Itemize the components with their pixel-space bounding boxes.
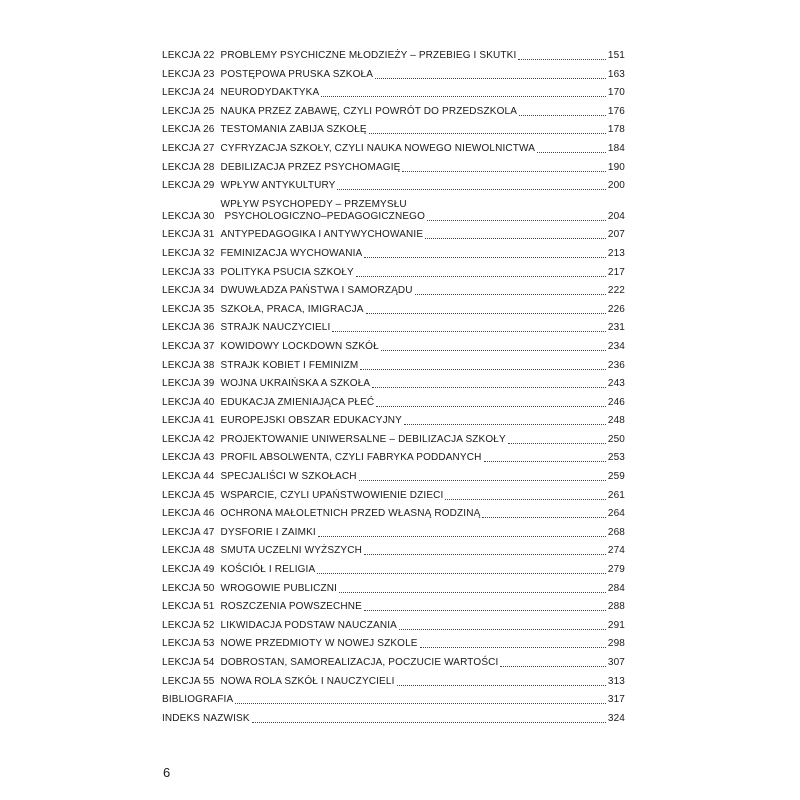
dot-leader — [399, 629, 606, 630]
dot-leader — [397, 685, 606, 686]
toc-page-number: 307 — [607, 657, 625, 668]
toc-page-number: 184 — [607, 142, 625, 154]
toc-entry — [162, 162, 625, 174]
toc-entry — [162, 545, 625, 557]
toc-title: EUROPEJSKI OBSZAR EDUKACYJNY — [220, 415, 402, 427]
table-of-contents — [162, 50, 625, 731]
dot-leader — [318, 536, 606, 537]
toc-title: STRAJK NAUCZYCIELI — [220, 322, 331, 334]
toc-title: NOWA ROLA SZKÓŁ I NAUCZYCIELI — [220, 675, 395, 687]
toc-title: PROFIL ABSOLWENTA, CZYLI FABRYKA PODDANYCH — [220, 452, 482, 464]
toc-title: FEMINIZACJA WYCHOWANIA — [220, 247, 363, 259]
toc-entry — [162, 415, 625, 427]
toc-title: NEURODYDAKTYKA — [220, 87, 320, 99]
toc-entry — [162, 694, 625, 706]
toc-lesson-label: LEKCJA 51 — [162, 601, 215, 613]
toc-lesson-label: LEKCJA 41 — [162, 415, 215, 427]
toc-entry — [162, 397, 625, 409]
toc-entry — [162, 248, 625, 260]
dot-leader — [508, 443, 606, 444]
toc-title: STRAJK KOBIET I FEMINIZM — [220, 359, 359, 371]
toc-page-number: 163 — [607, 68, 625, 80]
toc-lesson-label: LEKCJA 30 — [162, 210, 215, 222]
toc-lesson-label: LEKCJA 36 — [162, 322, 215, 334]
toc-entry — [162, 583, 625, 595]
toc-lesson-label: LEKCJA 50 — [162, 582, 215, 594]
dot-leader — [402, 171, 605, 172]
toc-lesson-label: LEKCJA 32 — [162, 247, 215, 259]
dot-leader — [381, 350, 606, 351]
toc-page-number: 264 — [607, 508, 625, 520]
dot-leader — [427, 220, 606, 221]
toc-lesson-label: LEKCJA 24 — [162, 87, 215, 99]
toc-lesson-label: LEKCJA 43 — [162, 452, 215, 464]
toc-title: DYSFORIE I ZAIMKI — [220, 526, 316, 538]
dot-leader — [359, 480, 606, 481]
dot-leader — [366, 313, 606, 314]
toc-lesson-label: LEKCJA 52 — [162, 619, 215, 631]
toc-title: BIBLIOGRAFIA — [162, 694, 234, 706]
toc-page-number: 231 — [607, 322, 625, 334]
toc-page-number: 170 — [607, 87, 625, 99]
toc-entry — [162, 360, 625, 372]
toc-entry — [162, 620, 625, 632]
toc-lesson-label: LEKCJA 27 — [162, 142, 215, 154]
toc-title: SZKOŁA, PRACA, IMIGRACJA — [220, 303, 364, 315]
dot-leader — [321, 96, 606, 97]
toc-page-number: 279 — [607, 564, 625, 576]
toc-lesson-label: LEKCJA 33 — [162, 266, 215, 278]
dot-leader — [369, 133, 606, 134]
toc-title: WROGOWIE PUBLICZNI — [220, 582, 338, 594]
toc-title: WOJNA UKRAIŃSKA A SZKOŁA — [220, 378, 371, 390]
toc-title: WPŁYW PSYCHOPEDY – PRZEMYSŁU — [220, 198, 407, 210]
toc-title: WSPARCIE, CZYLI UPAŃSTWOWIENIE DZIECI — [220, 489, 444, 501]
toc-lesson-label: LEKCJA 54 — [162, 657, 215, 668]
dot-leader — [519, 115, 606, 116]
toc-entry — [162, 490, 625, 502]
dot-leader — [337, 189, 605, 190]
toc-entry — [162, 267, 625, 279]
toc-lesson-label: LEKCJA 28 — [162, 161, 215, 173]
dot-leader — [484, 461, 606, 462]
toc-title: POLITYKA PSUCIA SZKOŁY — [220, 266, 354, 278]
toc-page-number: 298 — [607, 638, 625, 650]
toc-lesson-label: LEKCJA 42 — [162, 433, 215, 445]
dot-leader — [537, 152, 606, 153]
toc-lesson-label: LEKCJA 22 — [162, 50, 215, 61]
toc-entry — [162, 285, 625, 297]
toc-title: SPECJALIŚCI W SZKOŁACH — [220, 471, 357, 483]
toc-lesson-label: LEKCJA 39 — [162, 378, 215, 390]
toc-lesson-label: LEKCJA 31 — [162, 229, 215, 241]
toc-page-number: 226 — [607, 303, 625, 315]
toc-lesson-label: LEKCJA 55 — [162, 675, 215, 687]
toc-lesson-label: LEKCJA 26 — [162, 124, 215, 136]
toc-page-number: 207 — [607, 229, 625, 241]
toc-page-number: 248 — [607, 415, 625, 427]
toc-title: LIKWIDACJA PODSTAW NAUCZANIA — [220, 619, 397, 631]
toc-title: POSTĘPOWA PRUSKA SZKOŁA — [220, 68, 374, 80]
toc-page-number: 268 — [607, 526, 625, 538]
dot-leader — [482, 517, 605, 518]
toc-entry — [162, 713, 625, 725]
toc-page-number: 246 — [607, 396, 625, 408]
dot-leader — [356, 276, 606, 277]
toc-entry — [162, 69, 625, 81]
toc-entry — [162, 508, 625, 520]
toc-title: NAUKA PRZEZ ZABAWĘ, CZYLI POWRÓT DO PRZEDSZKOLA — [220, 105, 518, 117]
toc-entry — [162, 601, 625, 613]
toc-entry — [162, 199, 625, 223]
toc-entry — [162, 87, 625, 99]
toc-page-number: 274 — [607, 545, 625, 557]
toc-title: CYFRYZACJA SZKOŁY, CZYLI NAUKA NOWEGO NIEWOLNICTWA — [220, 142, 536, 154]
toc-page-number: 288 — [607, 601, 625, 613]
toc-title: KOWIDOWY LOCKDOWN SZKÓŁ — [220, 340, 379, 352]
toc-lesson-label: LEKCJA 45 — [162, 489, 215, 501]
dot-leader — [364, 554, 606, 555]
toc-lesson-label: LEKCJA 35 — [162, 303, 215, 315]
toc-title: DWUWŁADZA PAŃSTWA I SAMORZĄDU — [220, 285, 413, 297]
toc-title: DOBROSTAN, SAMOREALIZACJA, POCZUCIE WARTOŚCI — [220, 657, 499, 668]
toc-lesson-label: LEKCJA 37 — [162, 340, 215, 352]
toc-page-number: 236 — [607, 359, 625, 371]
dot-leader — [360, 369, 605, 370]
dot-leader — [332, 331, 605, 332]
toc-entry — [162, 676, 625, 688]
toc-lesson-label: LEKCJA 44 — [162, 471, 215, 483]
toc-entry — [162, 106, 625, 118]
toc-lesson-label: LEKCJA 47 — [162, 526, 215, 538]
toc-page-number: 204 — [607, 210, 625, 222]
toc-lesson-label: LEKCJA 29 — [162, 180, 215, 192]
toc-lesson-label: LEKCJA 40 — [162, 396, 215, 408]
dot-leader — [364, 257, 606, 258]
toc-entry — [162, 657, 625, 669]
toc-lesson-label: LEKCJA 25 — [162, 105, 215, 117]
toc-title: ROSZCZENIA POWSZECHNE — [220, 601, 362, 613]
toc-page-number: 317 — [607, 694, 625, 706]
toc-title: OCHRONA MAŁOLETNICH PRZED WŁASNĄ RODZINĄ — [220, 508, 481, 520]
dot-leader — [404, 424, 606, 425]
dot-leader — [317, 573, 606, 574]
toc-page-number: 259 — [607, 471, 625, 483]
toc-title: PROBLEMY PSYCHICZNE MŁODZIEŻY – PRZEBIEG I SKUTKI — [220, 50, 517, 61]
toc-lesson-label: LEKCJA 46 — [162, 508, 215, 520]
toc-title: NOWE PRZEDMIOTY W NOWEJ SZKOLE — [220, 638, 418, 650]
toc-title-continuation: PSYCHOLOGICZNO–PEDAGOGICZNEGO — [224, 210, 425, 222]
toc-page-number: 222 — [607, 285, 625, 297]
toc-entry — [162, 564, 625, 576]
toc-page-number: 213 — [607, 247, 625, 259]
toc-lesson-label: LEKCJA 49 — [162, 564, 215, 576]
toc-entry — [162, 471, 625, 483]
toc-page-number: 313 — [607, 675, 625, 687]
toc-title: EDUKACJA ZMIENIAJĄCA PŁEĆ — [220, 396, 375, 408]
toc-lesson-label: LEKCJA 48 — [162, 545, 215, 557]
toc-page-number: 250 — [607, 433, 625, 445]
toc-entry — [162, 638, 625, 650]
dot-leader — [375, 78, 606, 79]
dot-leader — [376, 406, 606, 407]
toc-entry — [162, 341, 625, 353]
toc-entry — [162, 124, 625, 136]
toc-page-number: 261 — [607, 489, 625, 501]
toc-page-number: 284 — [607, 582, 625, 594]
toc-entry — [162, 452, 625, 464]
dot-leader — [364, 610, 606, 611]
toc-page-number: 190 — [607, 161, 625, 173]
toc-page-number: 200 — [607, 180, 625, 192]
dot-leader — [415, 294, 606, 295]
dot-leader — [518, 59, 605, 60]
toc-entry — [162, 180, 625, 192]
toc-title: ANTYPEDAGOGIKA I ANTYWYCHOWANIE — [220, 229, 424, 241]
dot-leader — [372, 387, 606, 388]
toc-entry — [162, 378, 625, 390]
toc-entry — [162, 434, 625, 446]
dot-leader — [445, 499, 605, 500]
toc-page-number: 234 — [607, 340, 625, 352]
toc-page-number: 176 — [607, 105, 625, 117]
toc-page-number: 217 — [607, 266, 625, 278]
page-number: 6 — [163, 765, 171, 780]
toc-page-number: 151 — [607, 50, 625, 61]
toc-entry — [162, 50, 625, 62]
toc-lesson-label: LEKCJA 34 — [162, 285, 215, 297]
toc-title: KOŚCIÓŁ I RELIGIA — [220, 564, 316, 576]
toc-entry — [162, 229, 625, 241]
toc-title: INDEKS NAZWISK — [162, 712, 250, 724]
toc-title: SMUTA UCZELNI WYŻSZYCH — [220, 545, 362, 557]
dot-leader — [339, 592, 606, 593]
toc-page-number: 243 — [607, 378, 625, 390]
toc-title: DEBILIZACJA PRZEZ PSYCHOMAGIĘ — [220, 161, 401, 173]
dot-leader — [420, 647, 606, 648]
toc-title: PROJEKTOWANIE UNIWERSALNE – DEBILIZACJA SZKOŁY — [220, 433, 506, 445]
dot-leader — [252, 722, 606, 723]
toc-page-number: 178 — [607, 124, 625, 136]
toc-lesson-label: LEKCJA 53 — [162, 638, 215, 650]
toc-entry — [162, 143, 625, 155]
dot-leader — [235, 703, 606, 704]
toc-page-number: 253 — [607, 452, 625, 464]
toc-entry — [162, 527, 625, 539]
toc-page-number: 291 — [607, 619, 625, 631]
toc-entry — [162, 322, 625, 334]
dot-leader — [425, 238, 606, 239]
toc-entry — [162, 304, 625, 316]
dot-leader — [500, 666, 605, 667]
toc-title: WPŁYW ANTYKULTURY — [220, 180, 336, 192]
toc-page-number: 324 — [607, 712, 625, 724]
toc-title: TESTOMANIA ZABIJA SZKOŁĘ — [220, 124, 367, 136]
toc-lesson-label: LEKCJA 23 — [162, 68, 215, 80]
toc-lesson-label: LEKCJA 38 — [162, 359, 215, 371]
